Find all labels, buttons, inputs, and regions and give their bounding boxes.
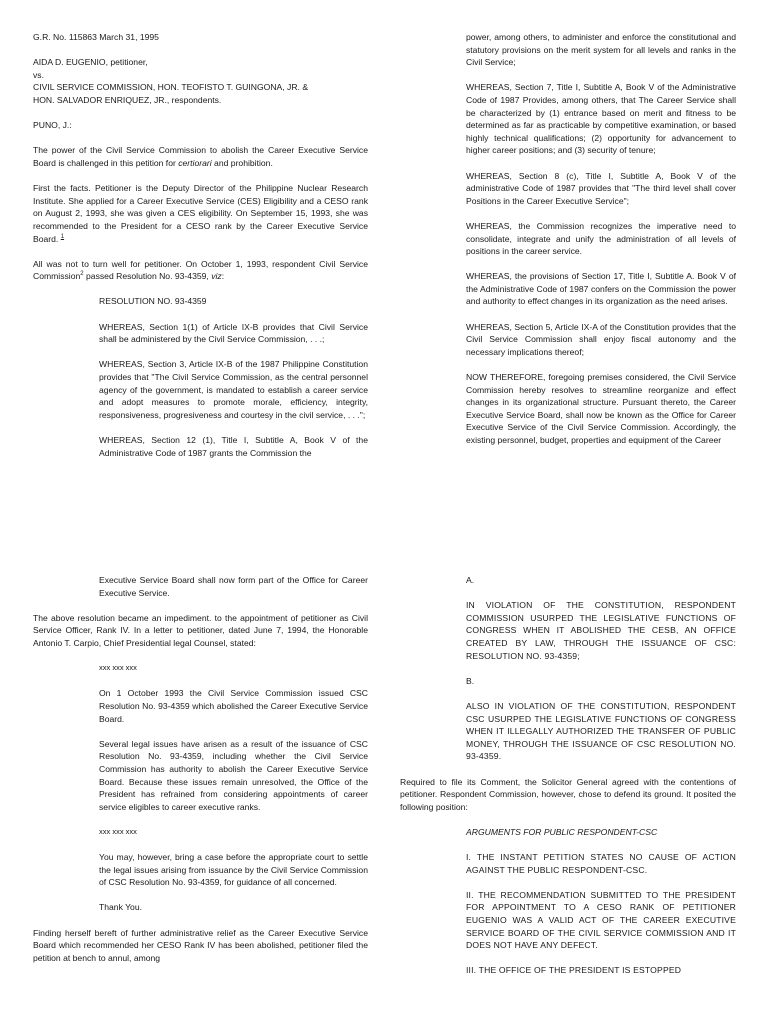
whereas-1: WHEREAS, Section 1(1) of Article IX-B provides that Civil Service shall be administered by the Civil Service Commission, . . .;	[99, 321, 368, 345]
right-bottom-column	[400, 574, 736, 990]
whereas-3-cont: power, among others, to administer and enforce the constitutional and statutory provisions on the merit system for all levels and ranks in the Civil Service;	[466, 32, 736, 68]
left-bottom-column	[33, 574, 368, 977]
ground-b-label: B.	[466, 675, 475, 686]
petitioner-line: AIDA D. EUGENIO, petitioner,	[33, 57, 148, 68]
ellipsis-marker-1: xxx xxx xxx	[99, 663, 137, 673]
impediment-paragraph: The above resolution became an impediment. to the appointment of petitioner as Civil Service Officer, Rank IV. In a letter to petitioner, dated June 7, 1994, the Honorable Antonio T. Carpio, Chief Presidential legal Counsel, stated:	[33, 612, 368, 648]
argument-1: I. THE INSTANT PETITION STATES NO CAUSE OF ACTION AGAINST THE PUBLIC RESPONDENT-CSC.	[466, 852, 736, 875]
letter-paragraph-2: Several legal issues have arisen as a result of the issuance of CSC Resolution No. 93-4359, including whether the Civil Service Commission has authority to abolish the Career Executive Service Board. Because these issues remain unresolved, the Office of the President has refrained from considering appointments of career service eligibles to career executive ranks.	[99, 738, 368, 812]
whereas-3: WHEREAS, Section 12 (1), Title I, Subtitle A, Book V of the Administrative Code of 1987 grants the Commission the	[99, 435, 368, 458]
respondents-line-1: CIVIL SERVICE COMMISSION, HON. TEOFISTO T. GUINGONA, JR. &	[33, 82, 309, 93]
resolution-intro-paragraph: All was not to turn well for petitioner. On October 1, 1993, respondent Civil Service Commission$^2$ passed Resolution No. 93-4359, viz:	[33, 258, 368, 282]
respondents-line-2: HON. SALVADOR ENRIQUEZ, JR., respondents.	[33, 94, 222, 105]
footnote-ref[interactable]: 2	[80, 271, 84, 278]
left-top-column	[33, 31, 368, 472]
letter-closing: Thank You.	[99, 902, 143, 913]
right-top-column	[466, 31, 736, 459]
ground-a-text: IN VIOLATION OF THE CONSTITUTION, RESPONDENT COMMISSION USURPED THE LEGISLATIVE FUNCTIONS OF CONGRESS WHEN IT ABOLISHED THE CESB, AN OFFICE CREATED BY LAW, THROUGH THE ISSUANCE OF CSC: RESOLUTION NO. 93-4359;	[466, 600, 736, 661]
comment-paragraph: Required to file its Comment, the Solicitor General agreed with the contentions of petitioner. Respondent Commission, however, chose to defend its ground. It posited the following position:	[400, 776, 736, 812]
ground-a-label: A.	[466, 575, 475, 585]
arguments-heading: ARGUMENTS FOR PUBLIC RESPONDENT-CSC	[466, 826, 658, 837]
resolution-cont: Executive Service Board shall now form part of the Office for Career Executive Service.	[99, 575, 368, 598]
argument-2: II. THE RECOMMENDATION SUBMITTED TO THE PRESIDENT FOR APPOINTMENT TO A CESO RANK OF PETITIONER EUGENIO WAS A VALID ACT OF THE CAREER EXECUTIVE SERVICE BOARD OF THE CIVIL SERVICE COMMISSION AND IT DOES NOT HAVE ANY DEFECT.	[466, 889, 736, 951]
finding-paragraph: Finding herself bereft of further administrative relief as the Career Executive Service Board which recommended her CESO Rank IV has been abolished, petitioner filed the petition at bench to annul, among	[33, 927, 368, 963]
footnote-ref[interactable]: 1	[60, 233, 65, 240]
whereas-7: WHEREAS, the provisions of Section 17, Title I, Subtitle A. Book V of the Administrative Code of 1987 confers on the Commission the power and authority to effect changes in its organization as the need arises.	[466, 271, 736, 307]
letter-paragraph-3: You may, however, bring a case before the appropriate court to settle the legal issues arising from issuance by the Civil Service Commission of CSC Resolution No. 93-4359, for guidance of all concerned.	[99, 852, 368, 888]
facts-paragraph: First the facts. Petitioner is the Deputy Director of the Philippine Nuclear Research Institute. She applied for a Career Executive Service (CES) Eligibility and a CESO rank on August 2, 1993, she was given a CES eligibility. On September 15, 1993, she was recommended to the President for a CESO rank by the Career Executive Service Board. $^1$	[33, 183, 368, 244]
resolution-title: RESOLUTION NO. 93-4359	[99, 296, 207, 307]
whereas-6: WHEREAS, the Commission recognizes the imperative need to consolidate, integrate and unify the administration of all levels of positions in the career service.	[466, 220, 736, 257]
letter-paragraph-1: On 1 October 1993 the Civil Service Commission issued CSC Resolution No. 93-4359 which abolished the Career Executive Service Board.	[99, 688, 368, 724]
case-number: G.R. No. 115863 March 31, 1995	[33, 32, 159, 42]
resolution-dispositive: NOW THEREFORE, foregoing premises considered, the Civil Service Commission hereby resolves to streamline reorganize and effect changes in its organizational structure. Pursuant thereto, the Career Executive Service Board, shall now be known as the Office for Career Executive Service of the Civil Service Commission. Accordingly, the existing personnel, budget, properties and equipment of the Career	[466, 372, 736, 445]
ponente: PUNO, J.:	[33, 120, 72, 131]
intro-paragraph: The power of the Civil Service Commission to abolish the Career Executive Service Board is challenged in this petition for certiorari and prohibition.	[33, 145, 368, 168]
versus: vs.	[33, 69, 44, 80]
ground-b-text: ALSO IN VIOLATION OF THE CONSTITUTION, RESPONDENT CSC USURPED THE LEGISLATIVE FUNCTIONS OF CONGRESS WHEN IT ILLEGALLY AUTHORIZED THE TRANSFER OF PUBLIC MONEY, THROUGH THE ISSUANCE OF CSC RESOLUTION NO. 93-4359.	[466, 700, 736, 762]
whereas-8: WHEREAS, Section 5, Article IX-A of the Constitution provides that the Civil Service Commission shall enjoy fiscal autonomy and the necessary implications thereof;	[466, 321, 736, 357]
argument-3: III. THE OFFICE OF THE PRESIDENT IS ESTOPPED	[466, 965, 682, 976]
whereas-4: WHEREAS, Section 7, Title I, Subtitle A, Book V of the Administrative Code of 1987 Provides, among others, that The Career Service shall be characterized by (1) entrance based on merit and fitness to be determined as far as practicable by competitive examination, or based highly technical qualifications; (2) opportunity for advancement to higher career positions; and (3) security of tenure;	[466, 82, 736, 156]
whereas-5: WHEREAS, Section 8 (c), Title I, Subtitle A, Book V of the administrative Code of 1987 provides that "The third level shall cover Positions in the Career Executive Service";	[466, 170, 736, 206]
whereas-2: WHEREAS, Section 3, Article IX-B of the 1987 Philippine Constitution provides that "The Civil Service Commission, as the central personnel agency of the government, is mandated to establish a career service and adopt measures to promote morale, efficiency, integrity, responsiveness, progresiveness and courtesy in the civil service, . . .";	[99, 359, 368, 420]
ellipsis-marker-2: xxx xxx xxx	[99, 826, 137, 836]
